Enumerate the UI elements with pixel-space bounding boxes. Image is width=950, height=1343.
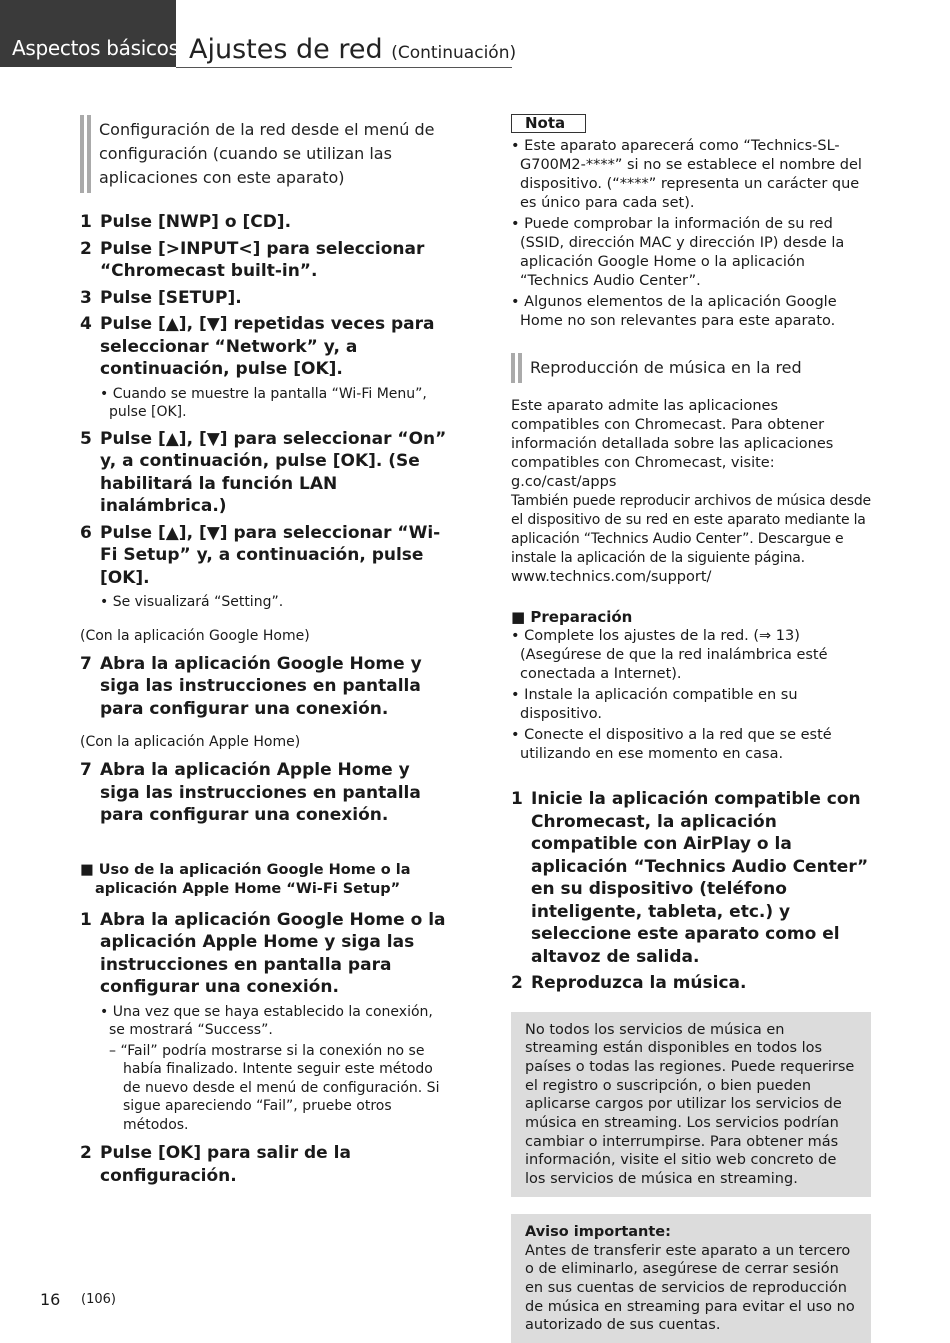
step-7-apple: 7 Abra la aplicación Apple Home y siga las instrucciones en pantalla para configurar una conexión. [80, 760, 421, 825]
nota-item: • Algunos elementos de la aplicación Google Home no son relevantes para este aparato. [511, 294, 837, 329]
streaming-notice: No todos los servicios de música en streaming están disponibles en todos los países o todas las regiones. Puede requerirse el registro o suscripción, o bien pueden aplicarse cargos por utilizar los servicios de música en streaming. Los servicios podrían cambiar o interrumpirse. Para obtener más información, visite el sitio web concreto de los servicios de música en streaming. [511, 1012, 871, 1197]
section-heading-music [511, 353, 871, 383]
apple-home-label: (Con la aplicación Apple Home) [80, 734, 301, 750]
step-4: 4 Pulse [▲], [▼] repetidas veces para seleccionar “Network” y, a continuación, pulse [OK]. • Cuando se muestre la pantalla “Wi-Fi Menu”, pulse [OK]. [80, 313, 448, 424]
play-step-1: 1 Inicie la aplicación compatible con Chromecast, la aplicación compatible con AirPlay o la aplicación “Technics Audio Center” en su dispositivo (teléfono inteligente, tableta, etc.) y seleccione este aparato como el altavoz de salida. [511, 789, 869, 967]
step-5: 5 Pulse [▲], [▼] para seleccionar “On” y, a continuación, pulse [OK]. (Se habilitará la función LAN inalámbrica.) [80, 428, 447, 516]
page-subtitle: (Continuación) [391, 43, 517, 63]
prep-item: • Complete los ajustes de la red. (⇒ 13) (Asegúrese de que la red inalámbrica esté conectada a Internet). [511, 628, 828, 682]
section-heading-text: Reproducción de música en la red [530, 358, 802, 377]
page-number-secondary: (106) [81, 1292, 116, 1307]
important-notice-title: Aviso importante: [525, 1223, 671, 1240]
section-bar-decoration [80, 115, 91, 193]
step-note: • Una vez que se haya establecido la conexión, se mostrará “Success”. [100, 1003, 433, 1038]
prep-heading: ■ Preparación [511, 608, 633, 626]
wifi-step-1: 1 Abra la aplicación Google Home o la aplicación Apple Home y siga las instrucciones en pantalla para configurar una conexión. • Una vez que se haya establecido la conexión, se mostrará “Success”. – “Fail” podría mostrarse si la conexión no se había finalizado. Intente seguir este método de nuevo desde el menú de configuración. Si sigue apareciendo “Fail”, pruebe otros métodos. [80, 909, 448, 1135]
step-note: • Cuando se muestre la pantalla “Wi-Fi Menu”, pulse [OK]. [100, 385, 427, 420]
step-6: 6 Pulse [▲], [▼] para seleccionar “Wi-Fi Setup” y, a continuación, pulse [OK]. • Se visualizará “Setting”. [80, 522, 448, 614]
page-title-text: Ajustes de red [189, 34, 383, 65]
header-rule [176, 67, 512, 68]
technics-support-link[interactable]: www.technics.com/support/ [511, 569, 712, 585]
nota-item: • Este aparato aparecerá como “Technics-SL-G700M2-****” si no se establece el nombre del dispositivo. (“****” representa un carácter que es único para cada set). [511, 138, 862, 211]
page-title [189, 34, 516, 65]
section-tab: Aspectos básicos [0, 0, 176, 67]
wifi-step-2: 2 Pulse [OK] para salir de la configuración. [80, 1143, 351, 1186]
nota-item: • Puede comprobar la información de su red (SSID, dirección MAC y dirección IP) desde la aplicación Google Home o la aplicación “Technics Audio Center”. [511, 216, 845, 289]
step-1: 1 Pulse [NWP] o [CD]. [80, 212, 292, 232]
subheading-wifi-setup: ■ Uso de la aplicación Google Home o la aplicación Apple Home “Wi-Fi Setup” [80, 861, 411, 897]
google-home-label: (Con la aplicación Google Home) [80, 627, 310, 644]
page-number: 16 [40, 1290, 61, 1309]
intro-paragraph: Este aparato admite las aplicaciones compatibles con Chromecast. Para obtener información detallada sobre las aplicaciones compatibles con Chromecast, visite: [511, 398, 834, 471]
important-notice-text: Antes de transferir este aparato a un tercero o de eliminarlo, asegúrese de cerrar sesión en sus cuentas de servicios de reproducción de música en streaming para evitar el uso no autorizado de sus cuentas. [525, 1242, 855, 1334]
right-column [511, 113, 871, 1343]
step-3: 3 Pulse [SETUP]. [80, 287, 242, 308]
play-step-2: 2 Reproduzca la música. [511, 973, 747, 993]
step-note: • Se visualizará “Setting”. [100, 594, 284, 610]
intro-paragraph-2: También puede reproducir archivos de música desde el dispositivo de su red en este aparato mediante la aplicación “Technics Audio Center”. Descargue e instale la aplicación de la siguiente página. [511, 493, 871, 566]
left-column [80, 115, 448, 1191]
step-dash-note: – “Fail” podría mostrarse si la conexión no se había finalizado. Intente seguir este método de nuevo desde el menú de configuración. Si sigue apareciendo “Fail”, pruebe otros métodos. [109, 1042, 440, 1133]
chromecast-apps-link[interactable]: g.co/cast/apps [511, 474, 617, 490]
section-heading-network-config [80, 115, 448, 193]
section-bar-decoration [511, 353, 522, 383]
nota-label: Nota [511, 114, 586, 133]
prep-item: • Conecte el dispositivo a la red que se esté utilizando en ese momento en casa. [511, 727, 832, 762]
step-7-google: 7 Abra la aplicación Google Home y siga las instrucciones en pantalla para configurar una conexión. [80, 653, 422, 719]
important-notice [511, 1214, 871, 1343]
step-2: 2 Pulse [>INPUT<] para seleccionar “Chromecast built-in”. [80, 238, 425, 281]
section-heading-text: Configuración de la red desde el menú de configuración (cuando se utilizan las aplicaciones con este aparato) [99, 120, 435, 187]
prep-item: • Instale la aplicación compatible en su dispositivo. [511, 687, 798, 722]
